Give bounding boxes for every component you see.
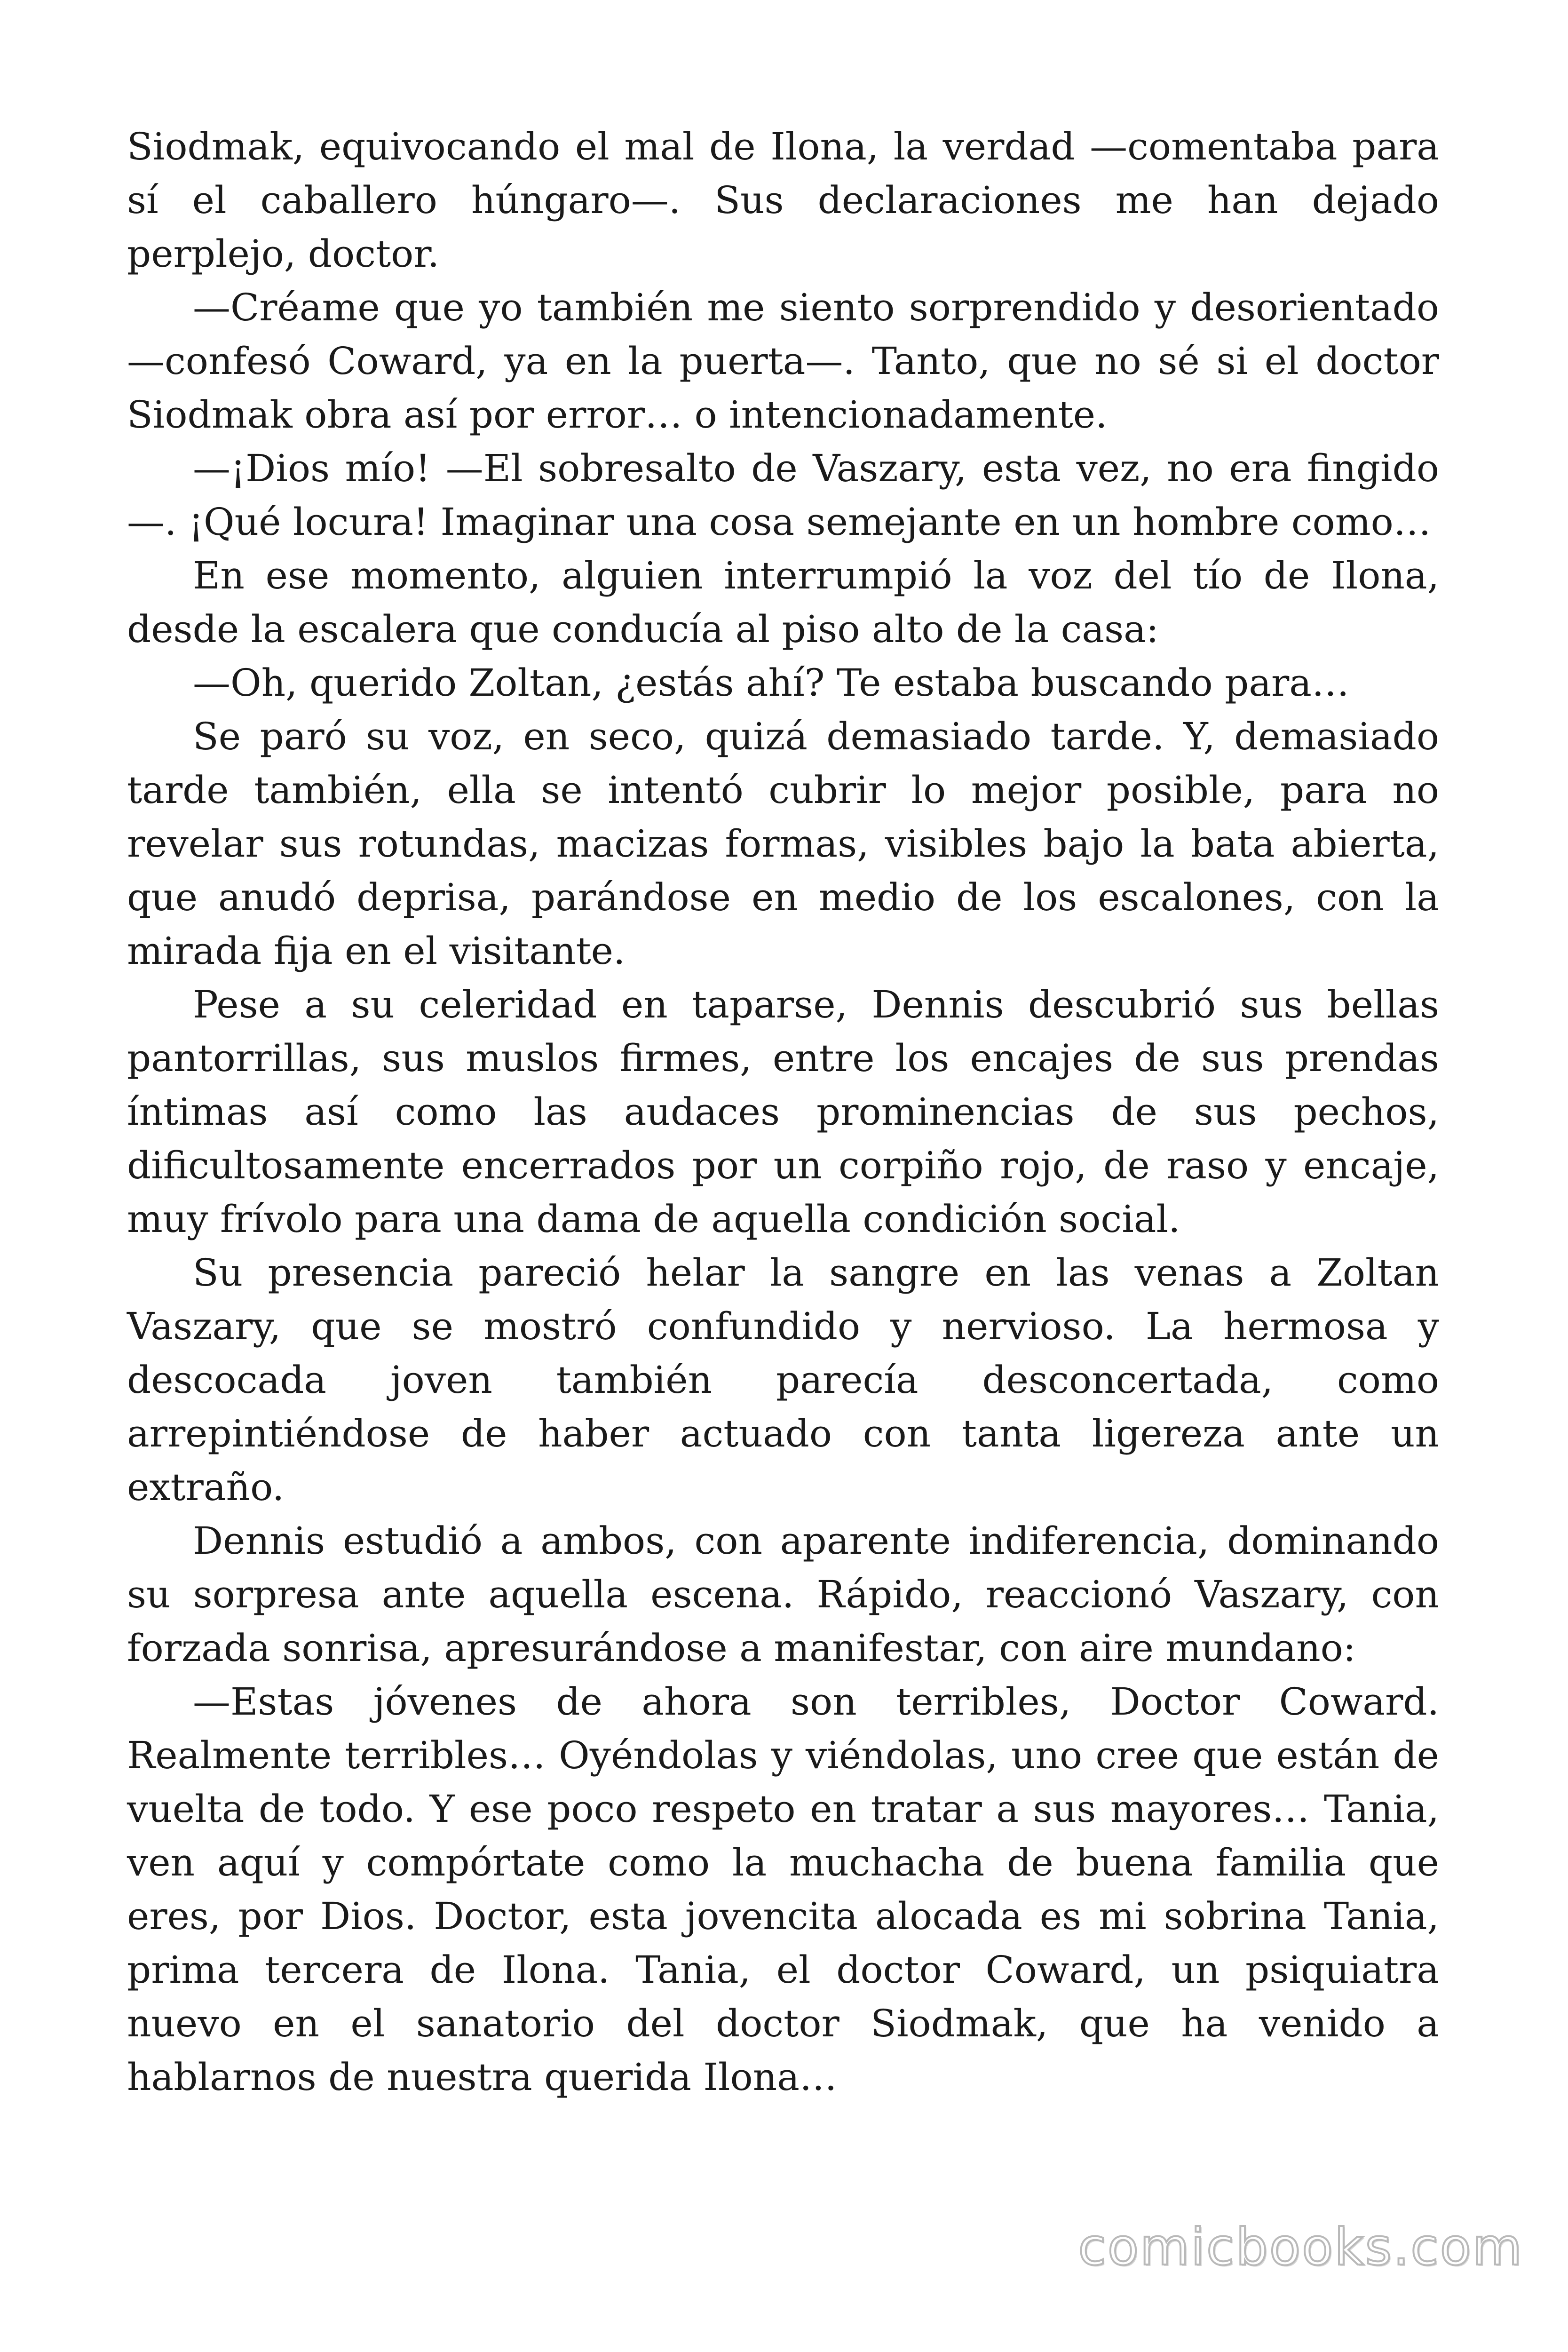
watermark: comicbooks.com [1078,2218,1523,2277]
paragraph: Siodmak, equivocando el mal de Ilona, la verdad —comentaba para sí el caballero húngaro—. Sus declaraciones me han dejado perplejo, doctor. [127,125,1439,276]
paragraph: —Estas jóvenes de ahora son terribles, Doctor Coward. Realmente terribles… Oyéndolas y viéndolas, uno cree que están de vuelta de todo. Y ese poco respeto en tratar a sus mayores… Tania, ven aquí y compórtate como la muchacha de buena familia que eres, por Dios. Doctor, esta jovencita alocada es mi sobrina Tania, prima tercera de Ilona. Tania, el doctor Coward, un psiquiatra nuevo en el sanatorio del doctor Siodmak, que ha venido a hablarnos de nuestra querida Ilona… [127,1680,1439,2099]
paragraph: —Créame que yo también me siento sorprendido y desorientado —confesó Coward, ya en la puerta—. Tanto, que no sé si el doctor Siodmak obra así por error… o intencionadamente. [127,286,1439,437]
paragraph: Dennis estudió a ambos, con aparente indiferencia, dominando su sorpresa ante aquella escena. Rápido, reaccionó Vaszary, con forzada sonrisa, apresurándose a manifestar, con aire mundano: [127,1519,1439,1670]
paragraph: Se paró su voz, en seco, quizá demasiado tarde. Y, demasiado tarde también, ella se intentó cubrir lo mejor posible, para no revelar sus rotundas, macizas formas, visibles bajo la bata abierta, que anudó deprisa, parándose en medio de los escalones, con la mirada fija en el visitante. [127,715,1439,973]
paragraph: —Oh, querido Zoltan, ¿estás ahí? Te estaba buscando para… [193,661,1349,705]
paragraph: Su presencia pareció helar la sangre en las venas a Zoltan Vaszary, que se mostró confundido y nervioso. La hermosa y descocada joven también parecía desconcertada, como arrepintiéndose de haber actuado con tanta ligereza ante un extraño. [127,1251,1439,1509]
paragraph: Pese a su celeridad en taparse, Dennis descubrió sus bellas pantorrillas, sus muslos firmes, entre los encajes de sus prendas íntimas así como las audaces prominencias de sus pechos, dificultosamente encerrados por un corpiño rojo, de raso y encaje, muy frívolo para una dama de aquella condición social. [127,983,1439,1241]
paragraph: En ese momento, alguien interrumpió la voz del tío de Ilona, desde la escalera que conducía al piso alto de la casa: [127,554,1439,651]
page-body-text [127,120,1439,2104]
paragraph: —¡Dios mío! —El sobresalto de Vaszary, esta vez, no era fingido —. ¡Qué locura! Imaginar una cosa semejante en un hombre como… [127,446,1439,544]
